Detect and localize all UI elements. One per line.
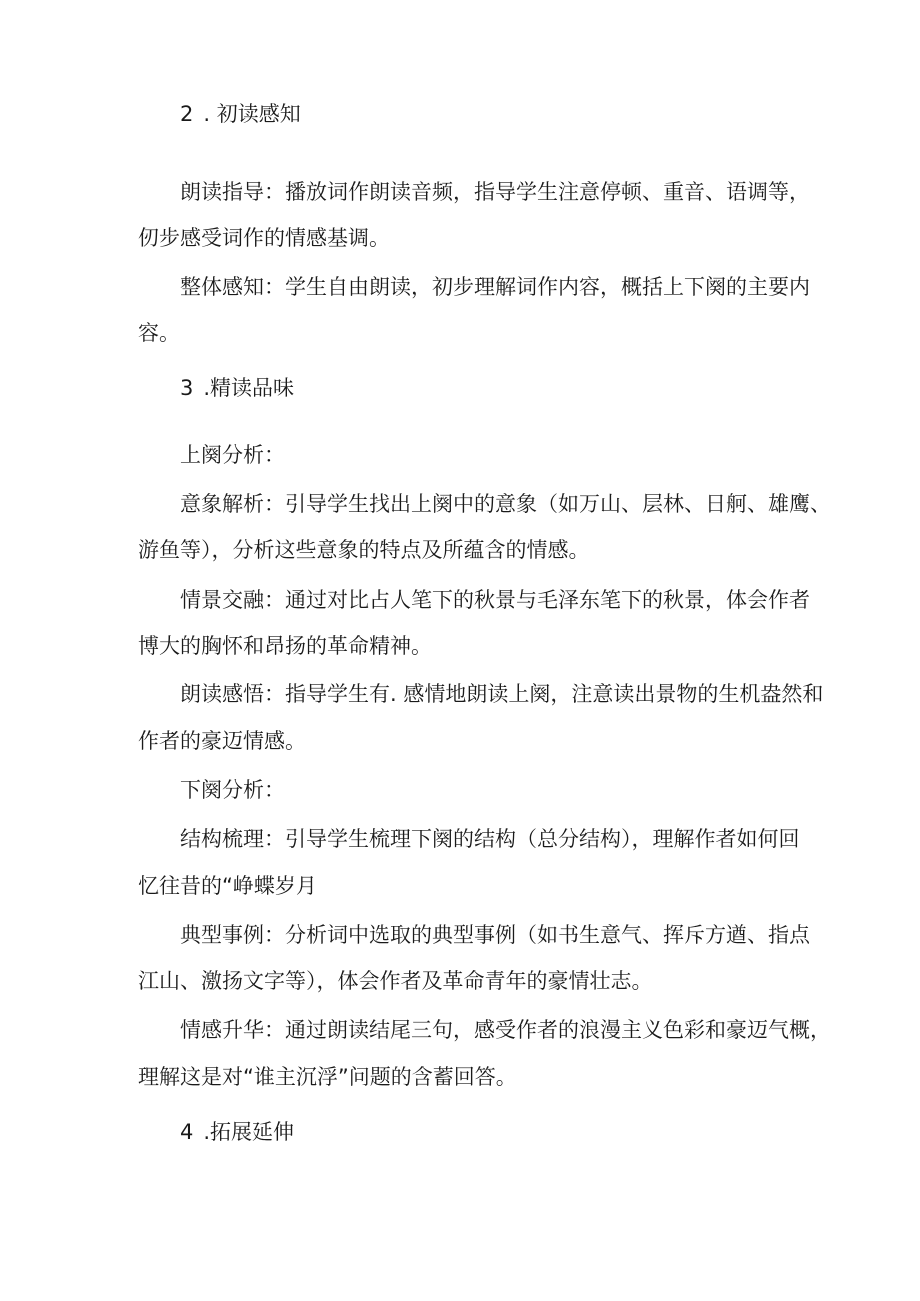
section-number: 2 — [180, 102, 194, 126]
paragraph-line: 博大的胸怀和昂扬的革命精神。 — [138, 634, 432, 658]
paragraph-line: 朗读感悟：指导学生有. 感情地朗读上阕，注意读出景物的生机盎然和 — [180, 682, 824, 706]
paragraph-line: 结构梳理：引导学生梳理下阕的结构（总分结构），理解作者如何回 — [180, 827, 800, 851]
section-number: 4 — [180, 1120, 194, 1144]
paragraph-line: 情感升华：通过朗读结尾三句，感受作者的浪漫主义色彩和豪迈气概， — [180, 1018, 831, 1042]
section-heading-3 — [180, 374, 294, 402]
section-title: .精读品味 — [203, 376, 295, 400]
paragraph-line: 作者的豪迈情感。 — [138, 729, 306, 753]
section-number: 3 — [180, 376, 194, 400]
paragraph-line: 江山、激扬文字等），体会作者及革命青年的豪情壮志。 — [138, 969, 653, 993]
section-heading-4 — [180, 1118, 294, 1146]
subsection-label: 上阕分析： — [180, 443, 285, 467]
paragraph-line: 情景交融：通过对比占人笔下的秋景与毛泽东笔下的秋景，体会作者 — [180, 588, 810, 612]
section-title: . 初读感知 — [203, 102, 301, 126]
paragraph-line: 朗读指导：播放词作朗读音频，指导学生注意停顿、重音、语调等， — [180, 180, 810, 204]
paragraph-line: 理解这是对“谁主沉浮”问题的含蓄回答。 — [138, 1065, 517, 1089]
paragraph-line: 典型事例：分析词中选取的典型事例（如书生意气、挥斥方遒、指点 — [180, 923, 810, 947]
paragraph-line: 忆往昔的“峥蝶岁月 — [138, 874, 317, 898]
subsection-label: 下阕分析： — [180, 778, 285, 802]
paragraph-line: 容。 — [138, 321, 180, 345]
section-heading-2 — [180, 100, 301, 128]
paragraph-line: 整体感知：学生自由朗读，初步理解词作内容，概括上下阕的主要内 — [180, 275, 810, 299]
paragraph-line: 游鱼等），分析这些意象的特点及所蕴含的情感。 — [138, 538, 590, 562]
paragraph-line: 仞步感受词作的情感基调。 — [138, 226, 390, 250]
section-title: .拓展延伸 — [203, 1120, 295, 1144]
paragraph-line: 意象解析：引导学生找出上阕中的意象（如万山、层林、日舸、雄鹰、 — [180, 492, 831, 516]
